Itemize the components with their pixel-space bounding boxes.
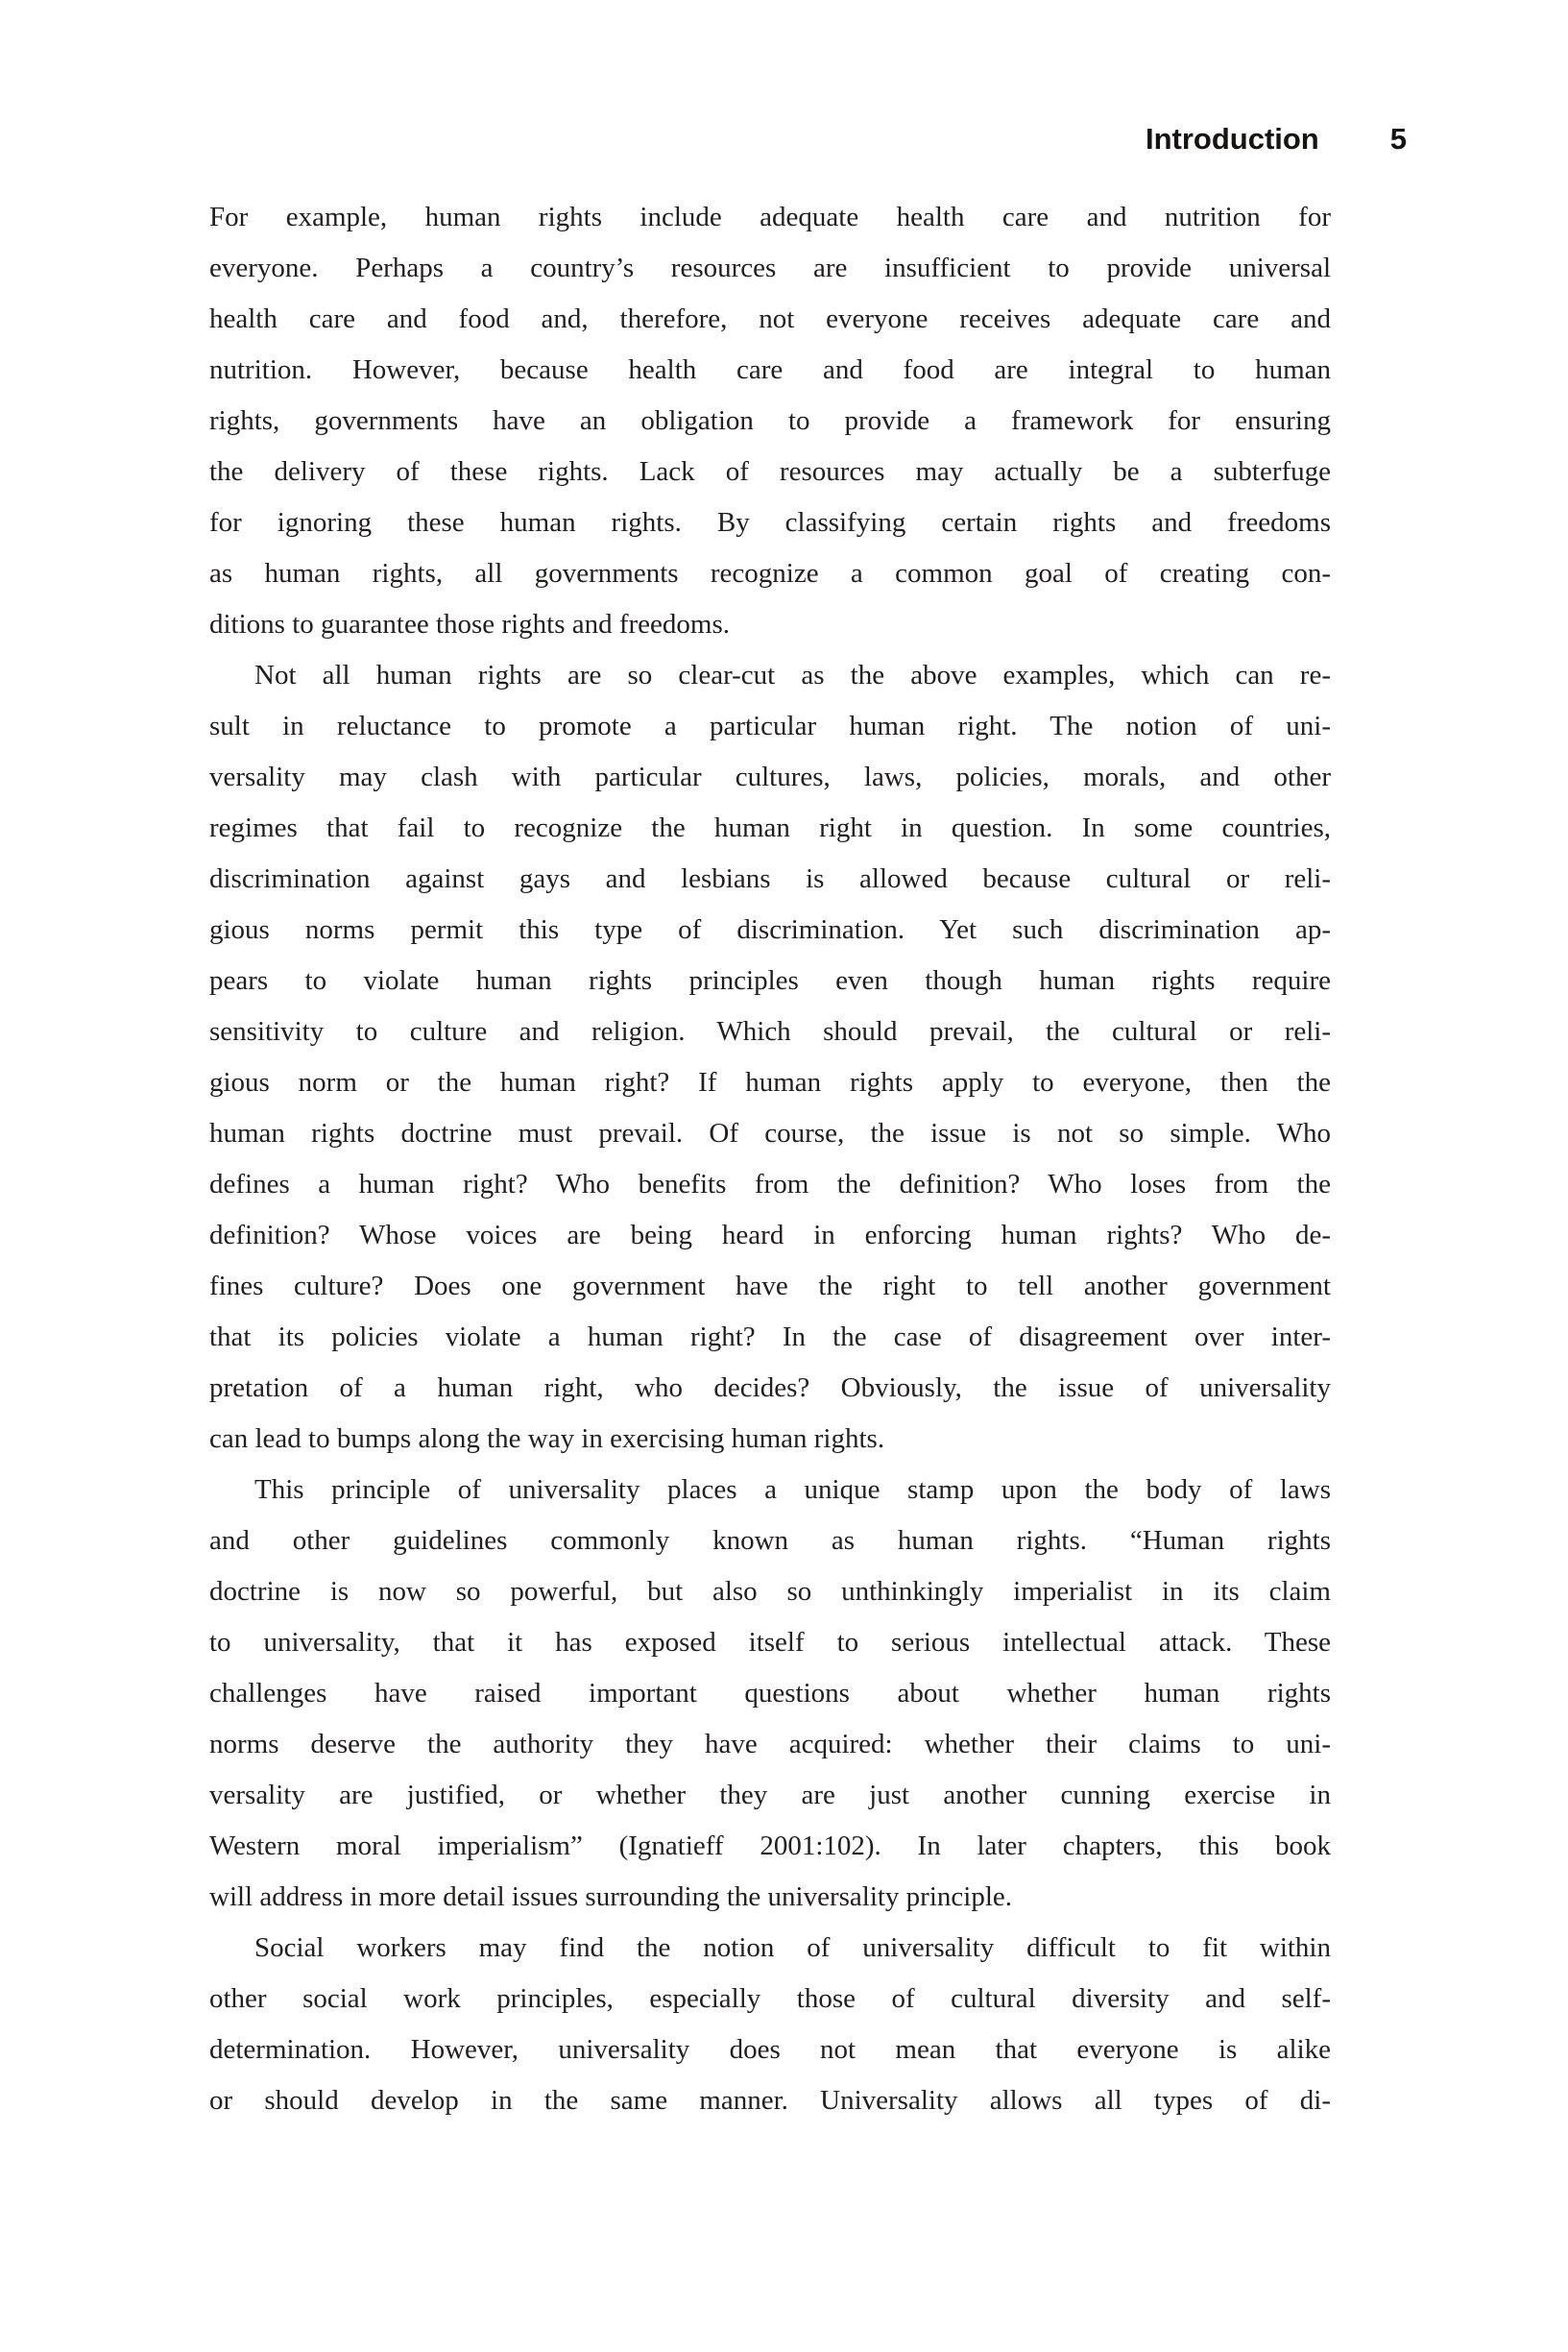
text-line: sensitivity to culture and religion. Which should prevail, the cultural or reli- <box>209 1016 1331 1047</box>
text-line: gious norm or the human right? If human rights apply to everyone, then the <box>209 1067 1331 1098</box>
text-line: or should develop in the same manner. Universality allows all types of di- <box>209 2085 1331 2116</box>
text-line: pears to violate human rights principles even though human rights require <box>209 965 1331 996</box>
text-block <box>209 192 1331 2126</box>
text-line: nutrition. However, because health care and food are integral to human <box>209 354 1331 385</box>
text-line: Western moral imperialism” (Ignatieff 2001:102). In later chapters, this book <box>209 1831 1331 1861</box>
text-line: ditions to guarantee those rights and freedoms. <box>209 609 731 640</box>
text-line: versality may clash with particular cultures, laws, policies, morals, and other <box>209 762 1331 792</box>
text-line: fines culture? Does one government have the right to tell another government <box>209 1271 1331 1301</box>
text-line: pretation of a human right, who decides? Obviously, the issue of universality <box>209 1372 1331 1403</box>
text-line: discrimination against gays and lesbians is allowed because cultural or reli- <box>209 863 1331 894</box>
text-line: Not all human rights are so clear-cut as the above examples, which can re- <box>254 660 1331 691</box>
text-line: doctrine is now so powerful, but also so unthinkingly imperialist in its claim <box>209 1576 1331 1607</box>
paragraph <box>209 1465 1331 1923</box>
paragraph <box>209 192 1331 650</box>
text-line: Social workers may find the notion of universality difficult to fit within <box>254 1932 1331 1963</box>
text-line: everyone. Perhaps a country’s resources are insufficient to provide universal <box>209 253 1331 283</box>
text-line: gious norms permit this type of discrimination. Yet such discrimination ap- <box>209 914 1331 945</box>
chapter-title: Introduction <box>1145 122 1319 156</box>
page-number: 5 <box>1389 122 1407 156</box>
text-line: versality are justified, or whether they are just another cunning exercise in <box>209 1780 1331 1810</box>
text-line: defines a human right? Who benefits from the definition? Who loses from the <box>209 1169 1331 1200</box>
text-line: will address in more detail issues surrounding the universality principle. <box>209 1881 1013 1912</box>
running-head <box>209 123 1407 156</box>
text-line: human rights doctrine must prevail. Of course, the issue is not so simple. Who <box>209 1118 1331 1149</box>
text-line: definition? Whose voices are being heard in enforcing human rights? Who de- <box>209 1220 1331 1250</box>
text-line: health care and food and, therefore, not everyone receives adequate care and <box>209 303 1331 334</box>
text-line: For example, human rights include adequate health care and nutrition for <box>209 202 1331 232</box>
text-line: the delivery of these rights. Lack of resources may actually be a subterfuge <box>209 456 1331 487</box>
text-line: to universality, that it has exposed itself to serious intellectual attack. These <box>209 1627 1331 1658</box>
text-line: rights, governments have an obligation to provide a framework for ensuring <box>209 405 1331 436</box>
text-line: norms deserve the authority they have acquired: whether their claims to uni- <box>209 1729 1331 1759</box>
text-line: and other guidelines commonly known as human rights. “Human rights <box>209 1525 1331 1556</box>
paragraph <box>209 1923 1331 2126</box>
text-line: other social work principles, especially those of cultural diversity and self- <box>209 1983 1331 2014</box>
text-line: regimes that fail to recognize the human right in question. In some countries, <box>209 812 1331 843</box>
paragraph <box>209 650 1331 1465</box>
text-line: sult in reluctance to promote a particular human right. The notion of uni- <box>209 711 1331 741</box>
text-line: This principle of universality places a unique stamp upon the body of laws <box>254 1474 1331 1505</box>
text-line: determination. However, universality does not mean that everyone is alike <box>209 2034 1331 2065</box>
text-line: can lead to bumps along the way in exercising human rights. <box>209 1423 885 1454</box>
text-line: for ignoring these human rights. By classifying certain rights and freedoms <box>209 507 1331 538</box>
text-line: as human rights, all governments recognize a common goal of creating con- <box>209 558 1331 589</box>
text-line: challenges have raised important questions about whether human rights <box>209 1678 1331 1709</box>
text-line: that its policies violate a human right? In the case of disagreement over inter- <box>209 1321 1331 1352</box>
